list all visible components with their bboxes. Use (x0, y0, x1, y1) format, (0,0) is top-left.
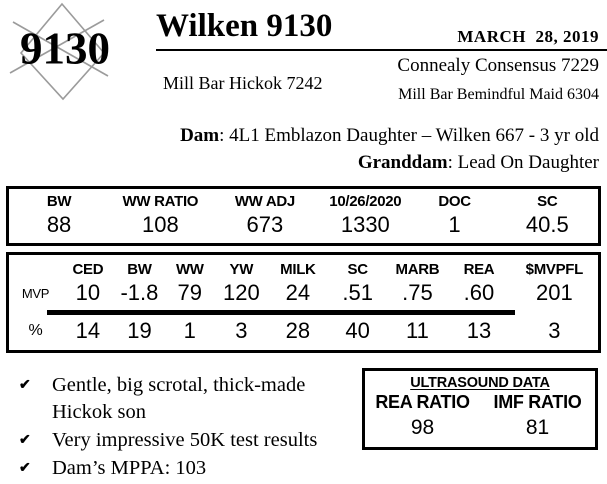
lot-number: 9130 (20, 23, 110, 74)
note-text: Dam’s MPPA: 103 (52, 457, 207, 479)
performance-value-cell: 673 (246, 212, 284, 237)
dam-label: Dam (180, 125, 220, 146)
epd-value-cell: 40 (345, 318, 370, 343)
performance-header-row (9, 193, 598, 210)
epd-value-cell: 1 (183, 318, 196, 343)
epd-header-cell: WW (175, 261, 204, 278)
performance-value-row (9, 212, 598, 238)
performance-table (6, 186, 601, 246)
note-text: Gentle, big scrotal, thick-made Hickok son (52, 374, 306, 423)
ultrasound-col-imf (480, 392, 595, 440)
page-title: Wilken 9130 (156, 8, 333, 44)
performance-header-cell: SC (537, 193, 558, 210)
sire-dam-name: Mill Bar Bemindful Maid 6304 (398, 86, 599, 103)
epd-value-cell: 19 (127, 318, 152, 343)
epd-mvp-row (9, 280, 598, 306)
performance-value-cell: 1 (448, 212, 461, 237)
sale-date: MARCH 28, 2019 (457, 27, 599, 46)
epd-value-cell: .60 (463, 280, 495, 305)
title-rule (156, 49, 607, 51)
epd-value-cell: 14 (75, 318, 101, 343)
epd-value-cell: .75 (402, 280, 433, 305)
ultrasound-col-rea (365, 392, 480, 440)
rea-ratio-label: REA RATIO (375, 392, 470, 412)
epd-header-cell: BW (127, 261, 152, 278)
performance-value-cell: 40.5 (525, 212, 569, 237)
imf-ratio-value: 81 (525, 416, 550, 439)
performance-value-cell: 108 (142, 212, 179, 237)
check-icon: ✔ (19, 378, 31, 393)
performance-header-cell: DOC (438, 193, 471, 210)
epd-header-cell: CED (72, 261, 104, 278)
epd-table (6, 252, 601, 353)
note-item (10, 372, 362, 426)
imf-ratio-label: IMF RATIO (493, 392, 582, 412)
performance-value-cell: 1330 (340, 212, 390, 237)
dam-line (180, 125, 599, 147)
epd-value-cell: .51 (342, 280, 373, 305)
epd-percent-row (9, 318, 598, 344)
check-icon: ✔ (19, 461, 31, 476)
epd-value-cell: 120 (222, 280, 260, 305)
sire-name: Mill Bar Hickok 7242 (163, 73, 323, 93)
epd-value-cell: 10 (75, 280, 101, 305)
epd-value-cell: 11 (405, 318, 429, 343)
sire-sire-name: Connealy Consensus 7229 (397, 55, 599, 76)
epd-header-cell: MILK (280, 261, 316, 278)
epd-value-cell: 3 (235, 318, 248, 343)
notes-list (10, 372, 362, 483)
performance-value-cell: 88 (46, 212, 72, 237)
check-icon: ✔ (19, 433, 31, 448)
epd-value-cell: 28 (285, 318, 311, 343)
epd-value-cell: 201 (535, 280, 573, 305)
note-text: Very impressive 50K test results (52, 429, 318, 451)
granddam-label: Granddam (357, 152, 448, 173)
sire-parents (397, 55, 599, 104)
epd-value-cell: -1.8 (120, 280, 159, 305)
epd-value-cell: 79 (177, 280, 203, 305)
epd-row-label: % (28, 322, 43, 339)
epd-corner-cell (9, 261, 62, 278)
performance-header-cell: BW (46, 193, 72, 210)
epd-value-cell: 24 (285, 280, 311, 305)
epd-header-cell: MARB (395, 261, 440, 278)
note-item (10, 427, 362, 454)
epd-header-cell: REA (463, 261, 495, 278)
epd-value-cell: 13 (466, 318, 492, 343)
ultrasound-box (362, 368, 598, 450)
lot-logo (0, 2, 130, 112)
epd-divider (47, 310, 515, 315)
rea-ratio-value: 98 (410, 416, 435, 439)
performance-header-cell: WW RATIO (122, 193, 199, 210)
epd-header-row (9, 261, 598, 278)
granddam-line (358, 152, 599, 174)
epd-header-cell: SC (347, 261, 368, 278)
ultrasound-title: ULTRASOUND DATA (410, 375, 550, 391)
epd-value-cell: 3 (548, 318, 561, 343)
epd-row-label: MVP (21, 285, 50, 301)
performance-header-cell: WW ADJ (234, 193, 295, 210)
epd-header-cell: YW (229, 261, 254, 278)
dam-text: : 4L1 Emblazon Daughter – Wilken 667 - 3 yr old (219, 125, 599, 146)
epd-header-cell: $MVPFL (525, 261, 584, 278)
ultrasound-grid (365, 392, 595, 440)
performance-header-cell: 10/26/2020 (329, 193, 402, 210)
granddam-text: : Lead On Daughter (447, 152, 599, 173)
note-item (10, 455, 362, 482)
